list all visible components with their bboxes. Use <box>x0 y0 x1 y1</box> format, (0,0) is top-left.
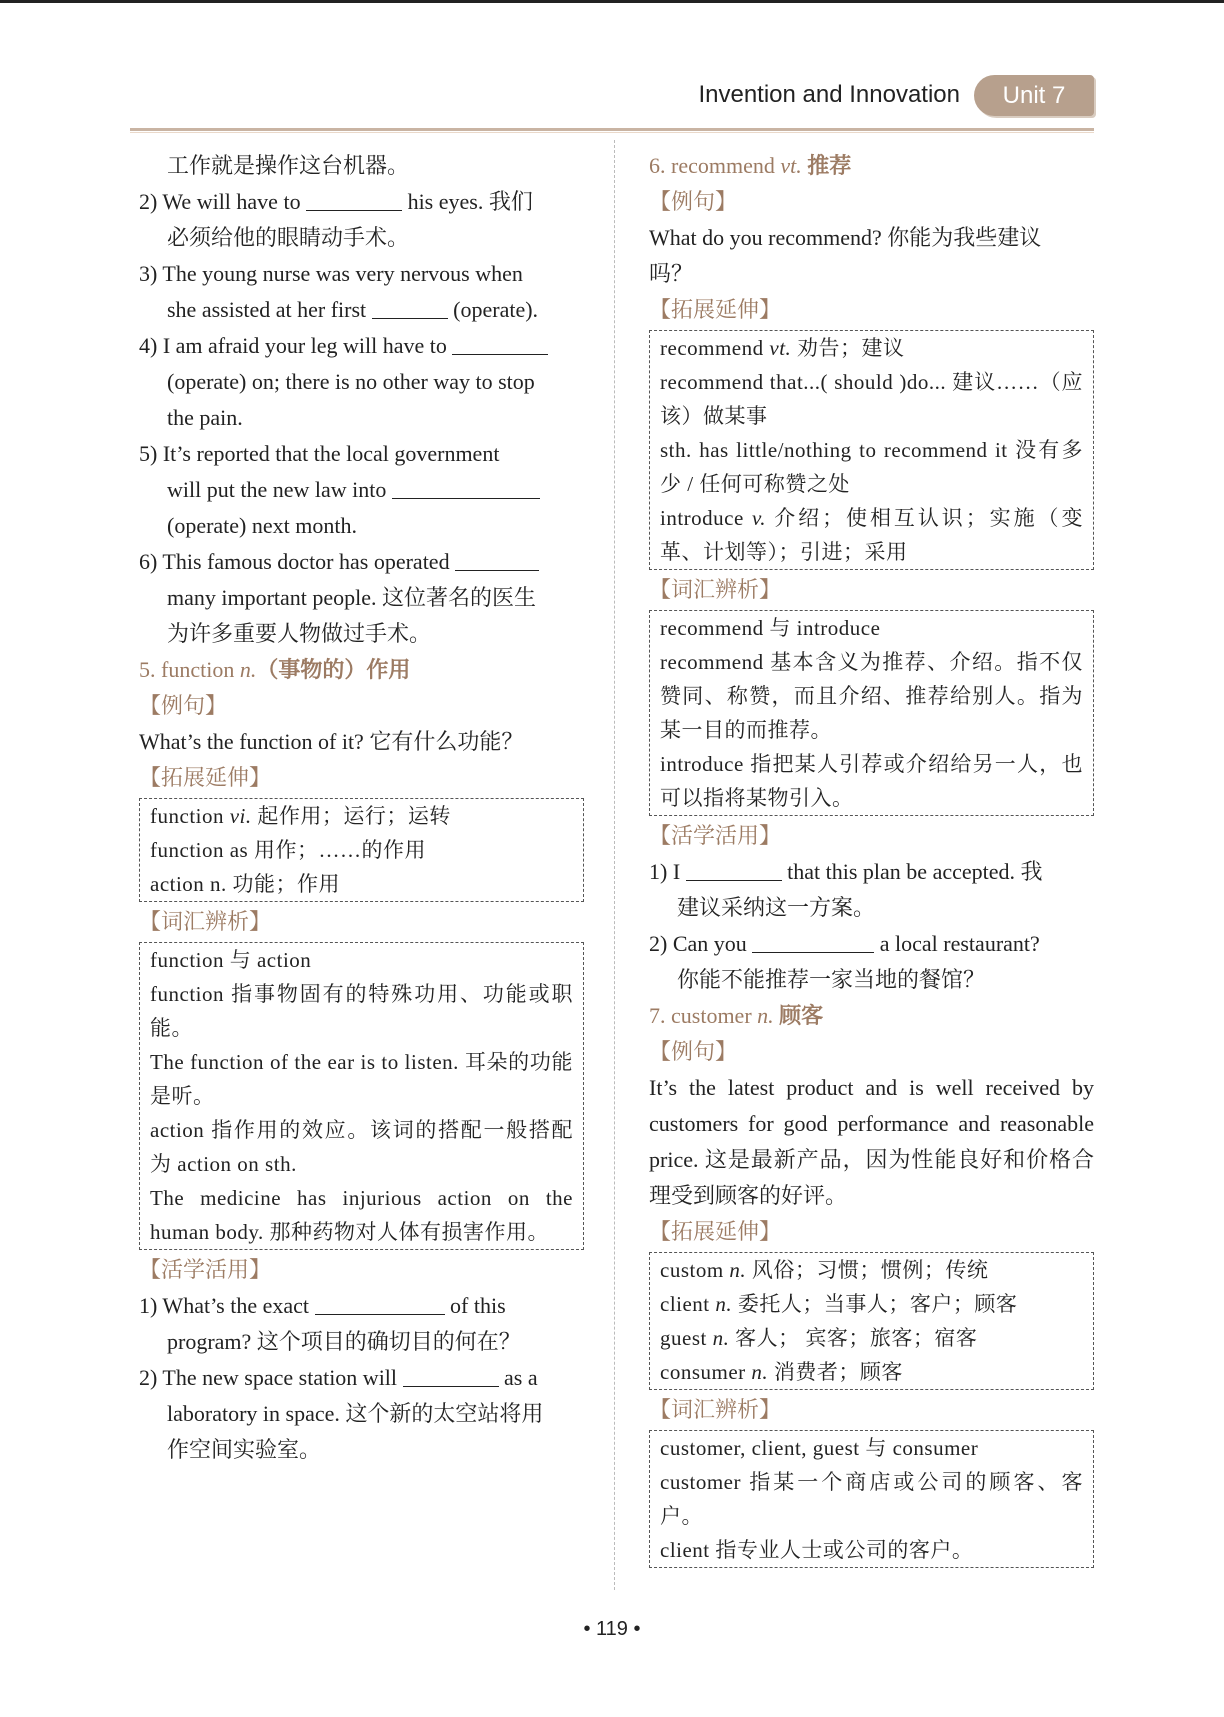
vocabulary-line: client 指专业人士或公司的客户。 <box>660 1538 974 1562</box>
vocabulary-label: 【词汇辨析】 <box>649 1397 782 1422</box>
extension-line: client n. 委托人；当事人；客户；顾客 <box>660 1292 1018 1316</box>
answer-blank[interactable] <box>452 332 548 355</box>
header-rule-thin <box>130 132 1094 133</box>
practice-label: 【活学活用】 <box>649 823 782 848</box>
extension-label: 【拓展延伸】 <box>649 1219 782 1244</box>
practice-label: 【活学活用】 <box>139 1257 272 1282</box>
top-border <box>0 0 1224 3</box>
vocabulary-label: 【词汇辨析】 <box>139 909 272 934</box>
left-column <box>139 148 584 1468</box>
vocabulary-box <box>139 942 584 1250</box>
exercise-5: 5) It’s reported that the local government will put the new law into (operate) next month. <box>139 436 584 544</box>
exercise-2: 2) We will have to his eyes. 我们 必须给他的眼睛动手术。 <box>139 189 533 250</box>
vocabulary-line: customer 指某一个商店或公司的顾客、客户。 <box>660 1470 1083 1528</box>
answer-blank[interactable] <box>315 1292 445 1315</box>
extension-line: introduce v. 介绍；使相互认识；实施（变革、计划等）；引进；采用 <box>660 506 1083 564</box>
exercise-3: 3) The young nurse was very nervous when she assisted at her first (operate). <box>139 261 539 322</box>
answer-blank[interactable] <box>686 858 782 881</box>
extension-box <box>139 798 584 902</box>
practice-2: 2) The new space station will as a laboratory in space. 这个新的太空站将用 作空间实验室。 <box>139 1365 544 1462</box>
extension-line: function vi. 起作用；运行；运转 <box>150 804 451 828</box>
vocabulary-line: function 与 action <box>150 948 312 972</box>
example-label: 【例句】 <box>139 693 228 718</box>
continued-text: 工作就是操作这台机器。 <box>167 153 410 178</box>
example-sentence: What do you recommend? 你能为我些建议 吗？ <box>649 225 1042 286</box>
extension-label: 【拓展延伸】 <box>139 765 272 790</box>
header-rule <box>130 128 1094 131</box>
extension-box <box>649 1252 1094 1390</box>
extension-line: guest n. 客人； 宾客；旅客；宿客 <box>660 1326 978 1350</box>
headword-function: 5. function n.（事物的）作用 <box>139 657 411 682</box>
running-header-title: Invention and Innovation <box>698 81 960 108</box>
answer-blank[interactable] <box>372 296 448 319</box>
extension-line: custom n. 风俗；习惯；惯例；传统 <box>660 1258 989 1282</box>
page-number: • 119 • <box>583 1618 641 1640</box>
vocabulary-line: action 指作用的效应。该词的搭配一般搭配为 action on sth. <box>150 1118 573 1176</box>
right-column <box>649 148 1094 1570</box>
extension-line: consumer n. 消费者；顾客 <box>660 1360 903 1384</box>
answer-blank[interactable] <box>392 476 540 499</box>
vocabulary-line: recommend 与 introduce <box>660 616 881 640</box>
exercise-4: 4) I am afraid your leg will have to (operate) on; there is no other way to stop the pain. <box>139 328 584 436</box>
vocabulary-line: function 指事物固有的特殊功用、功能或职能。 <box>150 982 573 1040</box>
vocabulary-label: 【词汇辨析】 <box>649 577 782 602</box>
exercise-6: 6) This famous doctor has operated many important people. 这位著名的医生 为许多重要人物做过手术。 <box>139 544 584 652</box>
vocabulary-line: The function of the ear is to listen. 耳朵的功能是听。 <box>150 1050 573 1108</box>
example-sentence: What’s the function of it? 它有什么功能？ <box>139 729 524 754</box>
vocabulary-line: The medicine has injurious action on the human body. 那种药物对人体有损害作用。 <box>150 1186 573 1244</box>
vocabulary-box <box>649 610 1094 816</box>
extension-line: function as 用作；……的作用 <box>150 838 426 862</box>
practice-1: 1) I that this plan be accepted. 我 建议采纳这一方案。 <box>649 859 1043 920</box>
extension-line: recommend vt. 劝告；建议 <box>660 336 905 360</box>
answer-blank[interactable] <box>752 930 874 953</box>
vocabulary-line: introduce 指把某人引荐或介绍给另一人，也可以指将某物引入。 <box>660 752 1083 810</box>
example-sentence: It’s the latest product and is well received by customers for good performance and reasonable price. 这是最新产品，因为性能良好和价格合理受到顾客的好评。 <box>649 1075 1094 1208</box>
extension-line: recommend that...( should )do... 建议……（应该）做某事 <box>660 370 1083 428</box>
example-label: 【例句】 <box>649 1039 738 1064</box>
vocabulary-box <box>649 1430 1094 1568</box>
headword-customer: 7. customer n. 顾客 <box>649 1003 824 1028</box>
practice-1: 1) What’s the exact of this program? 这个项目的确切目的何在？ <box>139 1293 521 1354</box>
unit-tab: Unit 7 <box>974 75 1094 116</box>
vocabulary-line: recommend 基本含义为推荐、介绍。指不仅赞同、称赞，而且介绍、推荐给别人。指为某一目的而推荐。 <box>660 650 1083 742</box>
column-divider <box>614 140 615 1590</box>
answer-blank[interactable] <box>306 188 402 211</box>
vocabulary-line: customer, client, guest 与 consumer <box>660 1436 979 1460</box>
extension-line: action n. 功能；作用 <box>150 872 341 896</box>
practice-2: 2) Can you a local restaurant? 你能不能推荐一家当地的餐馆？ <box>649 931 1040 992</box>
extension-label: 【拓展延伸】 <box>649 297 782 322</box>
headword-recommend: 6. recommend vt. 推荐 <box>649 153 852 178</box>
answer-blank[interactable] <box>403 1364 499 1387</box>
example-label: 【例句】 <box>649 189 738 214</box>
answer-blank[interactable] <box>455 548 539 571</box>
extension-line: sth. has little/nothing to recommend it 没有多少 / 任何可称赞之处 <box>660 438 1083 496</box>
extension-box <box>649 330 1094 570</box>
